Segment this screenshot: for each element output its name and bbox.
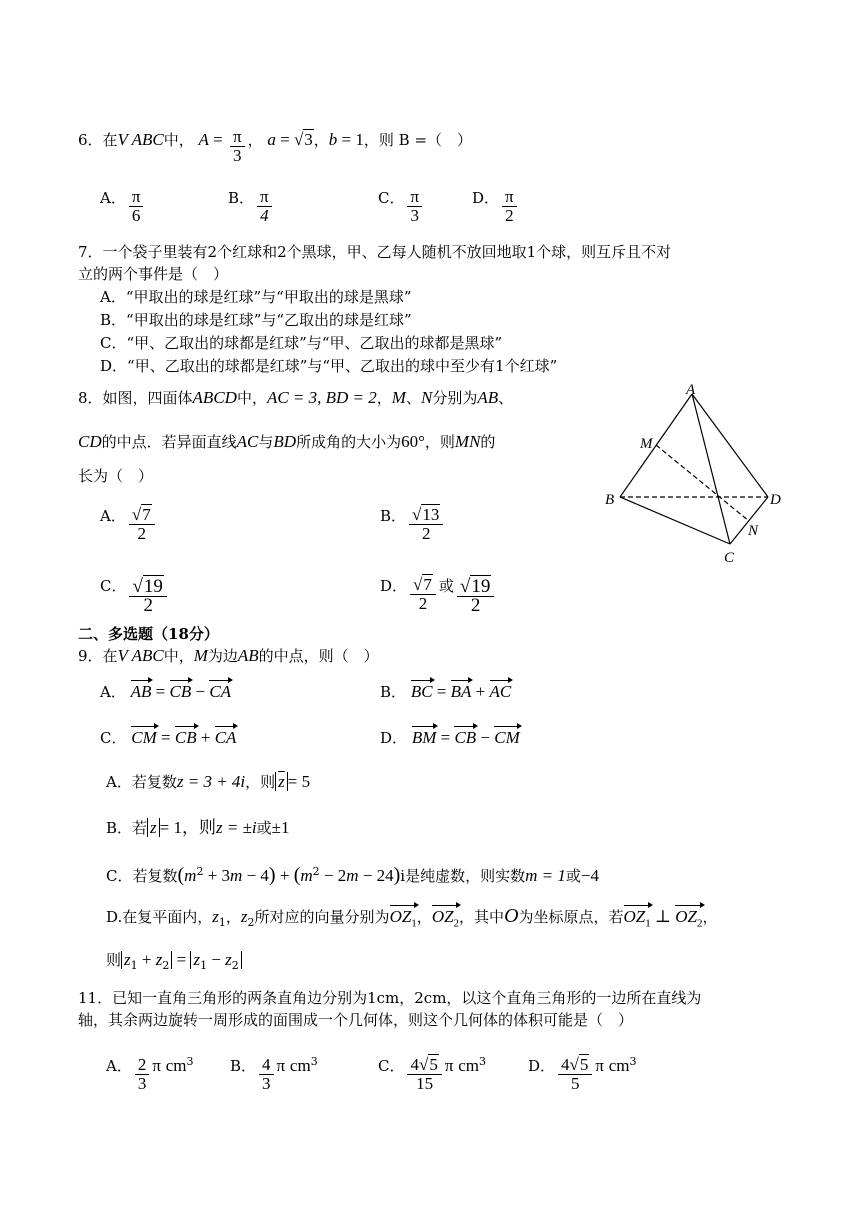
q11-option-a: A． $\frac{2}{3}$ π $cm^3$ <box>106 1055 194 1093</box>
q10-option-b: B．若 z = 1，则z = ±i或±1 <box>106 818 290 837</box>
q11-option-d: D． $\frac{4√5}{5}$ π $cm^3$ <box>528 1055 637 1093</box>
q6-stem: 6．在V ABC中， A = $\frac{\pi}{3}$ ， a = √3，b = 1，则 B =（ ） <box>78 127 473 165</box>
q10-option-d-line1: D.在复平面内，$z_1$，$z_2$所对应的向量分别为$OZ_1$，$OZ_2$，其中O为坐标原点，若$OZ_1$ ⊥ $OZ_2$， <box>106 905 718 930</box>
q9-option-a: A． AB = CB − CA <box>100 682 232 701</box>
q10-option-d-line2: 则 $z_1 + z_2 = z_1 - z_2$ <box>106 950 242 976</box>
label-m: M <box>640 436 653 452</box>
q10-option-a: A．若复数z = 3 + 4i，则 $\overline{z} = 5$ <box>106 772 311 791</box>
tetrahedron-figure <box>600 382 800 567</box>
q6-option-c: C． $\frac{\pi}{3}$ <box>378 188 425 225</box>
q8-option-a: A． $\frac{√7}{2}$ <box>100 506 158 543</box>
q6-option-a: A． $\frac{\pi}{6}$ <box>100 188 146 225</box>
q8-option-d: D． $\frac{√7}{2}$ 或 $\frac{√19}{2}$ <box>380 576 497 615</box>
label-d: D <box>770 492 781 508</box>
q8-option-c: C． $\frac{√19}{2}$ <box>100 576 170 615</box>
section-2-title: 二、多选题（18分） <box>78 625 219 643</box>
q8-line3: 长为（ ） <box>78 467 154 485</box>
edge-ac <box>692 394 730 544</box>
q7-option-b: B．“甲取出的球是红球”与“乙取出的球是红球” <box>100 311 412 329</box>
q7-option-c: C．“甲、乙取出的球都是红球”与“甲、乙取出的球都是黑球” <box>100 334 503 352</box>
q6-option-b: B． $\frac{\pi}{4}$ <box>228 188 275 225</box>
label-n: N <box>748 523 759 539</box>
q7-line1: 7．一个袋子里装有2个红球和2个黑球，甲、乙每人随机不放回地取1个球，则互斥且不对 <box>78 243 672 261</box>
q9-option-b: B． BC = BA + AC <box>380 682 512 701</box>
edge-ad <box>692 394 768 497</box>
q7-option-a: A．“甲取出的球是红球”与“甲取出的球是黑球” <box>100 288 412 306</box>
q9-option-c: C． CM = CB + CA <box>100 728 237 747</box>
q9-option-d: D． BM = CB − CM <box>380 728 520 747</box>
segment-mn <box>656 445 749 521</box>
q11-line2: 轴，其余两边旋转一周形成的面围成一个几何体，则这个几何体的体积可能是（ ） <box>78 1011 634 1029</box>
label-b: B <box>605 492 615 508</box>
q7-line2: 立的两个事件是（ ） <box>78 265 229 283</box>
q10-option-c: C．若复数$(m^2 + 3m - 4) + (m^2 - 2m - 24)i$是纯虚数，则实数m = 1或−4 <box>106 864 599 886</box>
label-c: C <box>724 550 735 566</box>
edge-bc <box>620 497 730 544</box>
q9-stem: 9．在V ABC中，M为边AB的中点，则（ ） <box>78 646 379 665</box>
q11-option-b: B． $\frac{4}{3}$ π $cm^3$ <box>230 1055 318 1093</box>
q11-option-c: C． $\frac{4√5}{15}$ π $cm^3$ <box>378 1055 486 1093</box>
q7-option-d: D．“甲、乙取出的球都是红球”与“甲、乙取出的球中至少有1个红球” <box>100 357 558 375</box>
q6-option-d: D． $\frac{\pi}{2}$ <box>472 188 520 225</box>
q8-option-b: B． $\frac{√13}{2}$ <box>380 506 446 543</box>
q8-line1: 8．如图，四面体ABCD中，AC = 3, BD = 2，M、N分别为AB、 <box>78 388 514 407</box>
label-a: A <box>686 382 696 398</box>
q11-line1: 11．已知一直角三角形的两条直角边分别为1cm，2cm，以这个直角三角形的一边所在直线为 <box>78 989 702 1007</box>
q8-line2: CD的中点．若异面直线AC与BD所成角的大小为60°，则MN的 <box>78 432 496 451</box>
